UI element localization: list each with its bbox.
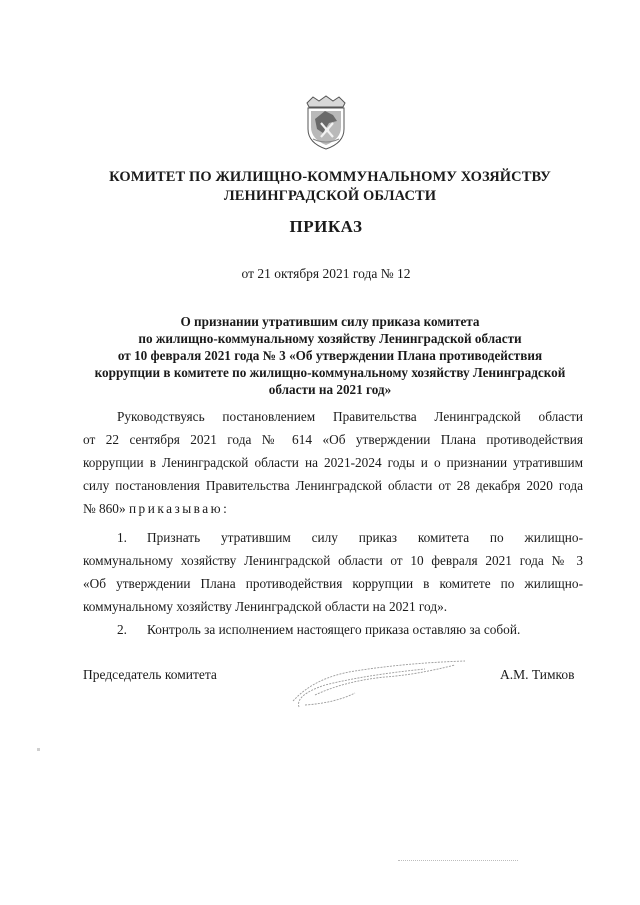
document-subject	[80, 313, 580, 398]
item-1-line: коммунальному хозяйству Ленинградской области от 10 февраля 2021 года № 3	[83, 553, 583, 568]
scan-artifact	[398, 860, 518, 861]
preamble-line: от 22 сентября 2021 года № 614 «Об утверждении Плана противодействия	[83, 432, 583, 447]
subject-line: коррупции в комитете по жилищно-коммунальному хозяйству Ленинградской	[94, 365, 566, 380]
item-number: 2.	[117, 622, 127, 637]
scan-artifact	[37, 748, 40, 751]
signatory-name: А.М. Тимков	[500, 667, 575, 682]
item-1-line: коммунальному хозяйству Ленинградской области на 2021 год».	[83, 599, 448, 614]
item-text: Признать утратившим силу приказ комитета по жилищно-	[147, 530, 583, 545]
organization-title-line-2: ЛЕНИНГРАДСКОЙ ОБЛАСТИ	[223, 188, 437, 204]
coat-of-arms-icon	[303, 93, 349, 151]
item-text: Контроль за исполнением настоящего приказа оставляю за собой.	[147, 622, 521, 637]
document-date: от 21 октября 2021 года № 12	[241, 266, 411, 281]
document-type: ПРИКАЗ	[289, 217, 363, 236]
subject-line: О признании утратившим силу приказа комитета	[180, 314, 480, 329]
subject-line: от 10 февраля 2021 года № 3 «Об утверждении Плана противодействия	[117, 348, 543, 363]
preamble-line: коррупции в Ленинградской области на 2021-2024 годы и о признании утратившим	[83, 455, 583, 470]
preamble-last-line	[83, 497, 583, 520]
preamble-line: силу постановления Правительства Ленинградской области от 28 декабря 2020 года	[83, 478, 583, 493]
subject-line: по жилищно-коммунальному хозяйству Ленинградской области	[138, 331, 522, 346]
handwritten-signature	[285, 655, 475, 715]
order-word: приказываю:	[128, 501, 230, 516]
subject-line: области на 2021 год»	[268, 382, 392, 397]
organization-title-line-1: КОМИТЕТ ПО ЖИЛИЩНО-КОММУНАЛЬНОМУ ХОЗЯЙСТВУ	[109, 169, 551, 185]
preamble-line: Руководствуясь постановлением Правительства Ленинградской области	[117, 409, 583, 424]
item-1-line: «Об утверждении Плана противодействия коррупции в комитете по жилищно-	[83, 576, 583, 591]
item-1-first-line	[83, 526, 583, 549]
preamble-line: № 860»	[83, 501, 126, 516]
item-2-line	[83, 618, 583, 641]
item-number: 1.	[117, 530, 127, 545]
organization-title	[60, 168, 600, 206]
signature-position: Председатель комитета	[83, 667, 217, 682]
document-body	[83, 405, 583, 641]
